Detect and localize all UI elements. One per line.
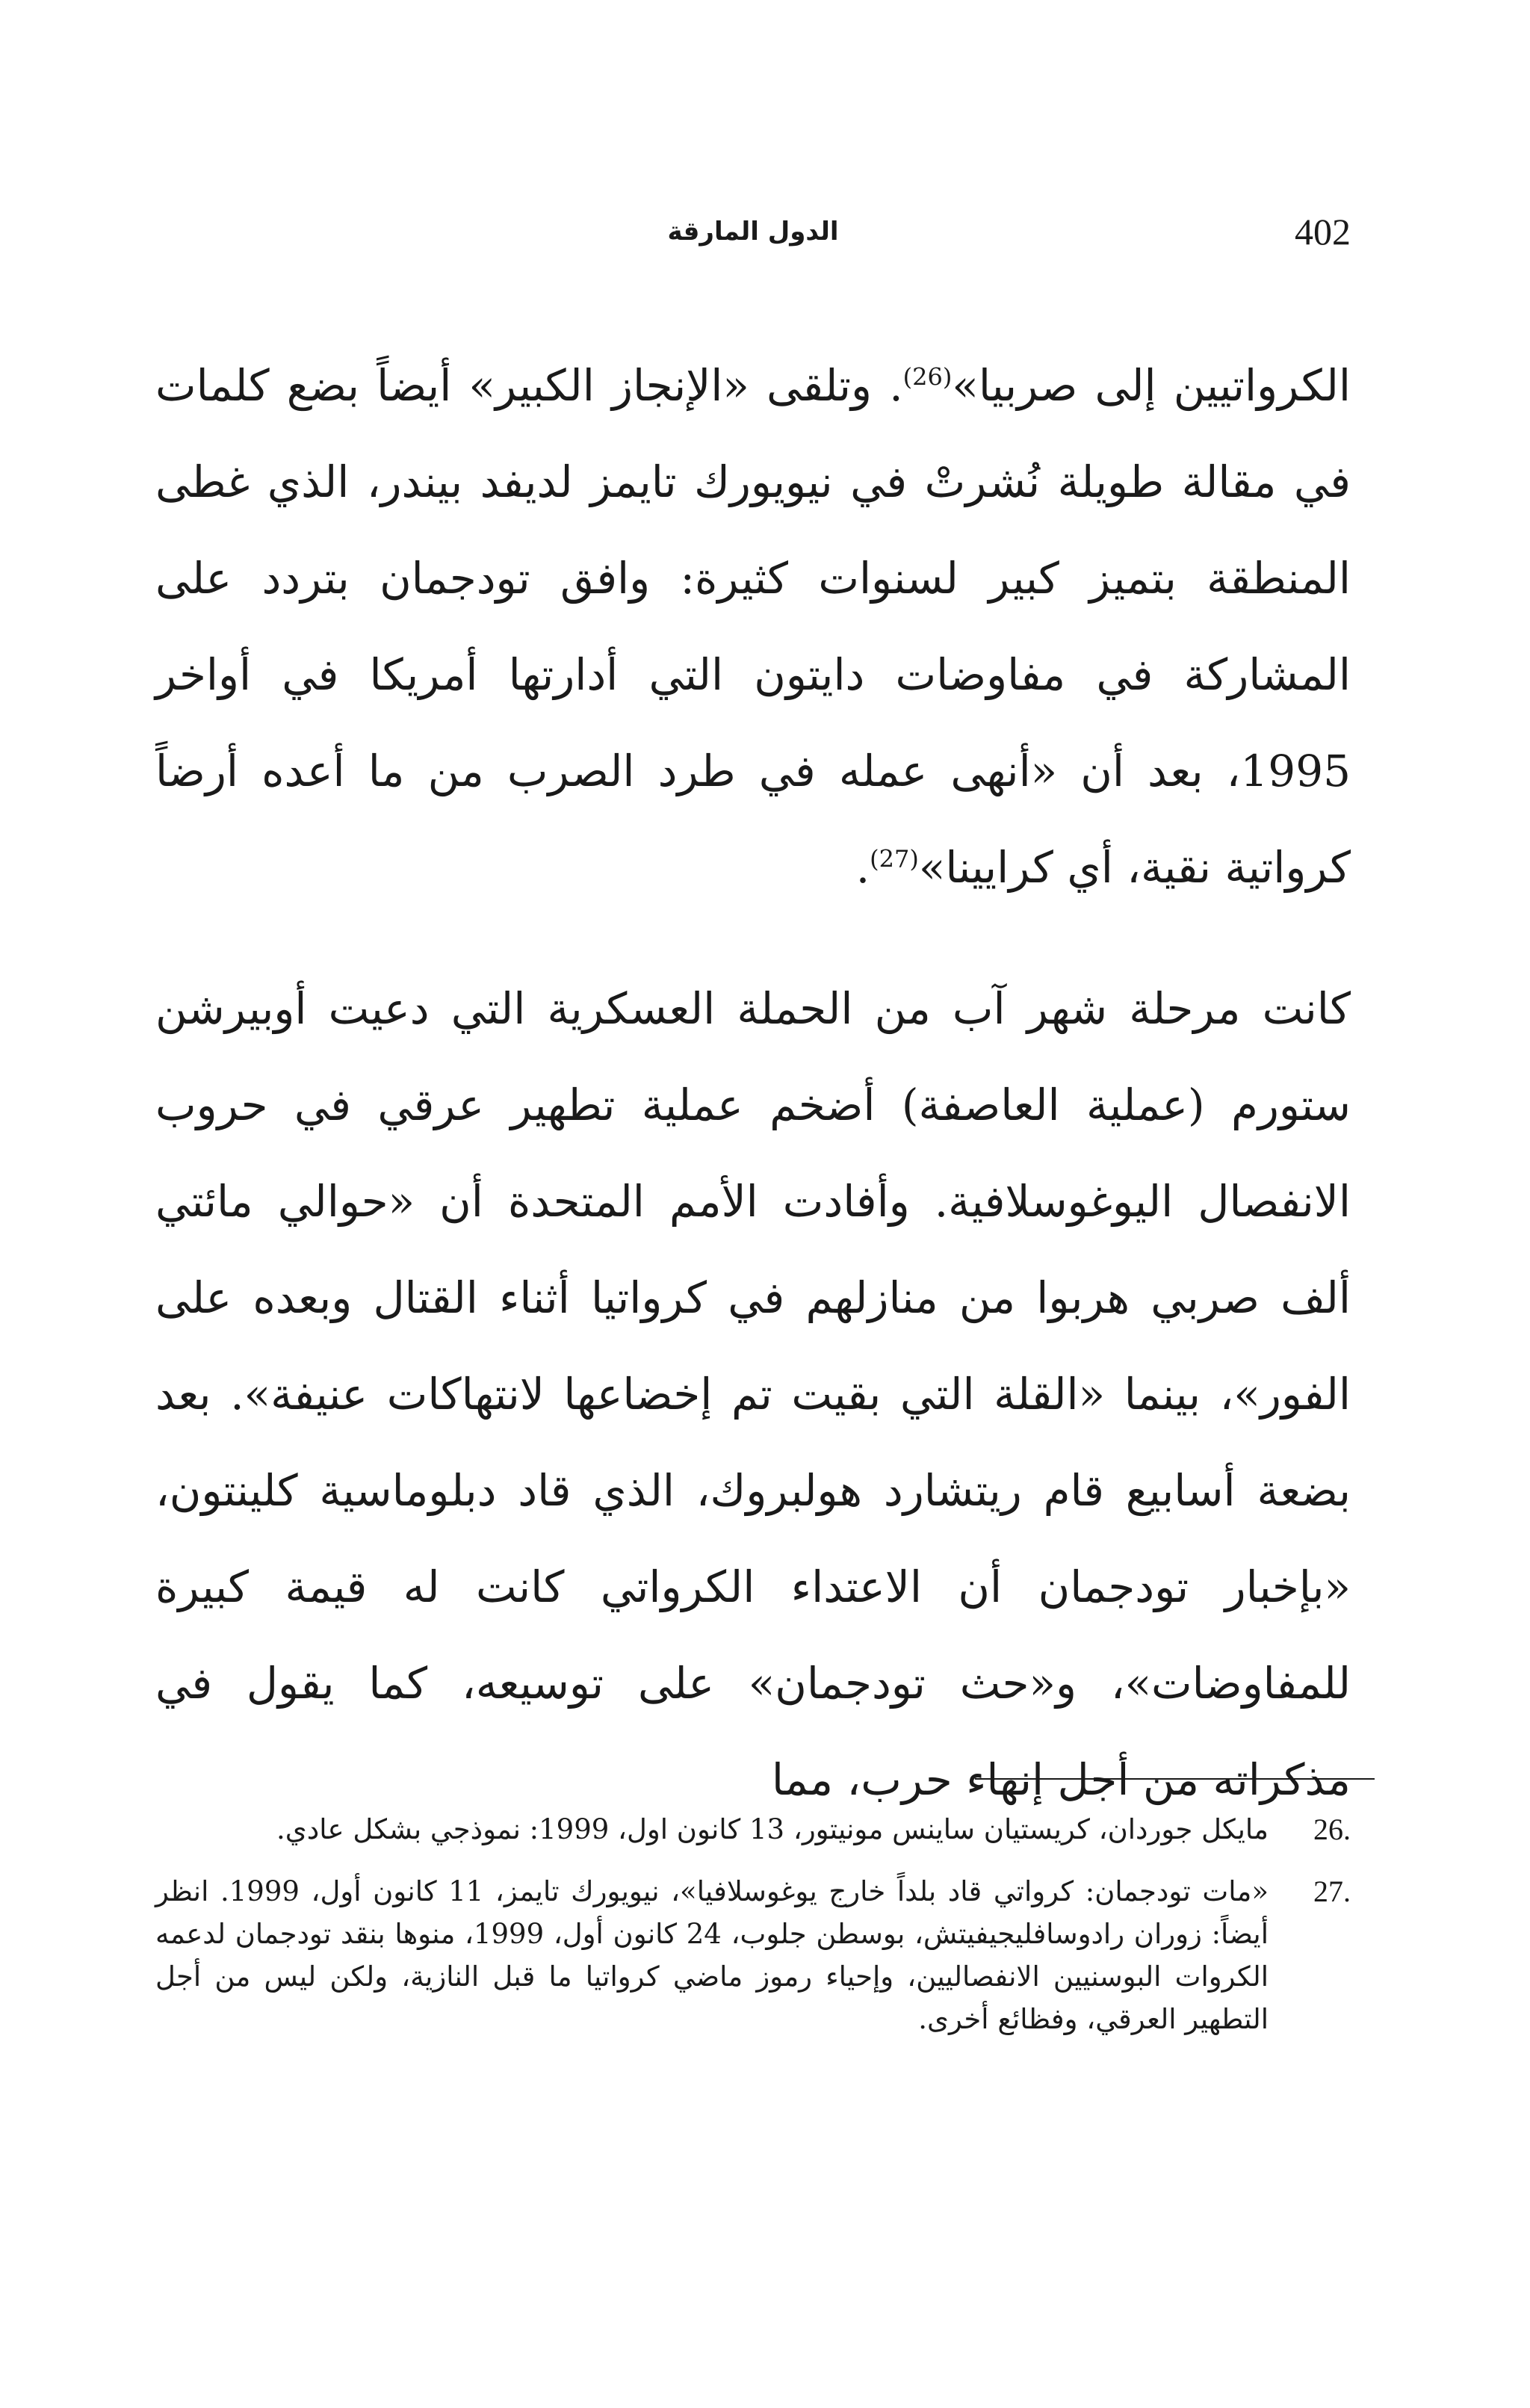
paragraph-1-part-b: . وتلقى «الإنجاز الكبير» أيضاً بضع كلمات في مقالة طويلة نُشرتْ في نيويورك تايمز لديفد بيندر، الذي غطى المنطقة بتميز كبير لسنوات كثيرة: وافق تودجمان بتردد على المشاركة في مفاوضات دايتون التي أدارتها أمريكا في أواخر 1995، بعد أن «أنهى عمله في طرد الصرب من ما أعده أرضاً كرواتية نقية، أي كرايينا» (155, 360, 1351, 893)
footnotes (155, 1808, 1351, 2060)
footnote-26 (155, 1808, 1351, 1851)
footnote-ref-27: (27) (870, 844, 919, 873)
footnote-number: 26. (1313, 1813, 1351, 1846)
footnote-number: 27. (1313, 1875, 1351, 1908)
paragraph-1-part-c: . (855, 842, 870, 893)
footnote-divider (975, 1778, 1375, 1780)
page-number: 402 (1295, 211, 1351, 253)
paragraph-2: كانت مرحلة شهر آب من الحملة العسكرية التي دعيت أوبيرشن ستورم (عملية العاصفة) أضخم عملية تطهير عرقي في حروب الانفصال اليوغوسلافية. وأفادت الأمم المتحدة أن «حوالي مائتي ألف صربي هربوا من منازلهم في كرواتيا أثناء القتال وبعده على الفور»، بينما «القلة التي بقيت تم إخضاعها لانتهاكات عنيفة». بعد بضعة أسابيع قام ريتشارد هولبروك، الذي قاد دبلوماسية كلينتون، «بإخبار تودجمان أن الاعتداء الكرواتي كانت له قيمة كبيرة للمفاوضات»، و«حث تودجمان» على توسيعه، كما يقول في مذكراته من أجل إنهاء حرب، مما (155, 983, 1351, 1805)
main-text (155, 338, 1351, 1828)
page-header (155, 202, 1351, 269)
paragraph-1 (155, 338, 1351, 916)
footnote-text: «مات تودجمان: كرواتي قاد بلداً خارج يوغوسلافيا»، نيويورك تايمز، 11 كانون أول، 1999. انظر أيضاً: زوران رادوسافليجيفيتش، بوسطن جلوب، 24 كانون أول، 1999، منوها بنقد تودجمان لدعمه الكروات البوسنيين الانفصاليين، وإحياء رموز ماضي كرواتيا ما قبل النازية، ولكن ليس من أجل التطهير العرقي، وفظائع أخرى. (155, 1875, 1269, 2035)
footnote-text: مايكل جوردان، كريستيان ساينس مونيتور، 13 كانون اول، 1999: نموذجي بشكل عادي. (276, 1813, 1269, 1845)
running-title: الدول المارقة (667, 217, 839, 247)
footnote-27 (155, 1870, 1351, 2040)
footnote-ref-26: (26) (902, 362, 953, 391)
paragraph-1-part-a: الكرواتيين إلى صربيا» (952, 360, 1351, 411)
